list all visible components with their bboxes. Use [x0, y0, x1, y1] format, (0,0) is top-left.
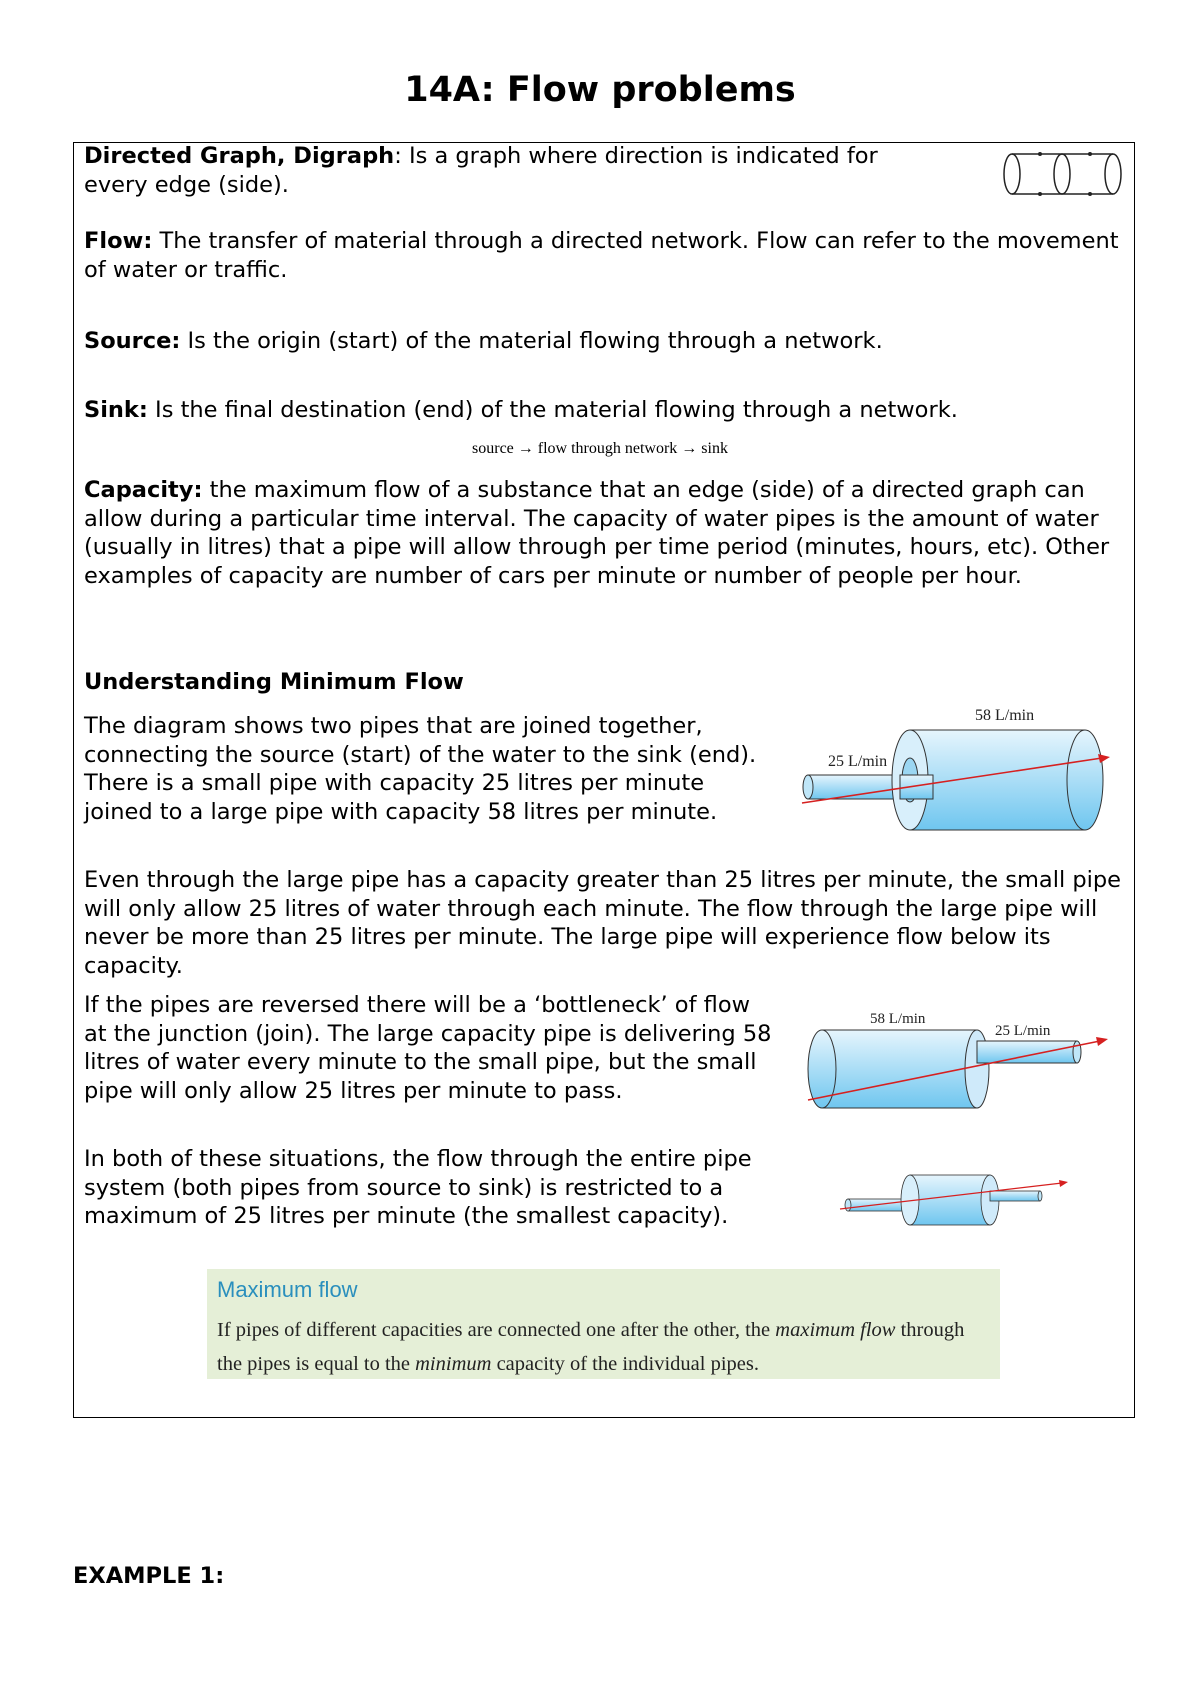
- small-pipe-label: 25 L/min: [828, 753, 888, 770]
- pipe-icon: [1000, 148, 1125, 200]
- maximum-flow-callout: [207, 1269, 1000, 1379]
- definition-sink-text: Is the final destination (end) of the material flowing through a network.: [147, 397, 958, 423]
- small-pipe-label-2: 25 L/min: [995, 1023, 1051, 1039]
- source-to-sink-line: source → flow through network → sink: [472, 440, 728, 457]
- paragraph-small-pipe-limit: Even through the large pipe has a capacity greater than 25 litres per minute, the small pipe will only allow 25 litres of water through each minute. The flow through the large pipe will never be more than 25 litres per minute. The large pipe will experience flow below its capacity.: [84, 867, 1122, 979]
- paragraph-bottleneck: If the pipes are reversed there will be a ‘bottleneck’ of flow at the junction (join). The large capacity pipe is delivering 58 litres of water every minute to the small pipe, but the small pipe will only allow 25 litres per minute to pass.: [84, 992, 772, 1104]
- page-title: 14A: Flow problems: [404, 70, 796, 110]
- definition-source-text: Is the origin (start) of the material flowing through a network.: [180, 328, 883, 354]
- term-sink: Sink:: [84, 397, 148, 423]
- section-heading: Understanding Minimum Flow: [84, 669, 464, 695]
- term-digraph: Directed Graph, Digraph: [84, 143, 395, 169]
- definition-sink: [84, 396, 1124, 425]
- pipe-diagram-combined: [840, 1163, 1080, 1233]
- definition-digraph-text: Is a graph where direction is indicated for every edge (side).: [84, 143, 878, 198]
- pipe-diagram-small-to-large: [800, 700, 1120, 840]
- definition-source: [84, 327, 1124, 356]
- definition-flow: [84, 227, 1124, 284]
- definition-digraph: Directed Graph, Digraph: Is a graph where direction is indicated for every edge (side).: [84, 143, 878, 198]
- example-label: EXAMPLE 1:: [73, 1563, 225, 1589]
- term-capacity: Capacity:: [84, 477, 203, 503]
- definition-flow-text: The transfer of material through a directed network. Flow can refer to the movement of water or traffic.: [84, 228, 1119, 283]
- callout-body: If pipes of different capacities are connected one after the other, the maximum flow through the pipes is equal to the minimum capacity of the individual pipes.: [217, 1319, 965, 1375]
- pipe-diagram-large-to-small: [800, 1005, 1120, 1125]
- definition-capacity: [84, 476, 1129, 590]
- definition-capacity-text: the maximum flow of a substance that an edge (side) of a directed graph can allow during a particular time interval. The capacity of water pipes is the amount of water (usually in litres) that a pipe will allow through per time period (minutes, hours, etc). Other examples of capacity are number of cars per minute or number of people per hour.: [84, 477, 1110, 589]
- callout-title: Maximum flow: [217, 1277, 358, 1302]
- term-source: Source:: [84, 328, 181, 354]
- term-flow: Flow:: [84, 228, 153, 254]
- large-pipe-label-2: 58 L/min: [870, 1011, 926, 1027]
- large-pipe-label: 58 L/min: [975, 707, 1035, 724]
- paragraph-diagram-intro: The diagram shows two pipes that are joined together, connecting the source (start) of the water to the sink (end). There is a small pipe with capacity 25 litres per minute joined to a large pipe with capacity 58 litres per minute.: [84, 713, 757, 825]
- paragraph-restricted-flow: In both of these situations, the flow through the entire pipe system (both pipes from source to sink) is restricted to a maximum of 25 litres per minute (the smallest capacity).: [84, 1146, 752, 1229]
